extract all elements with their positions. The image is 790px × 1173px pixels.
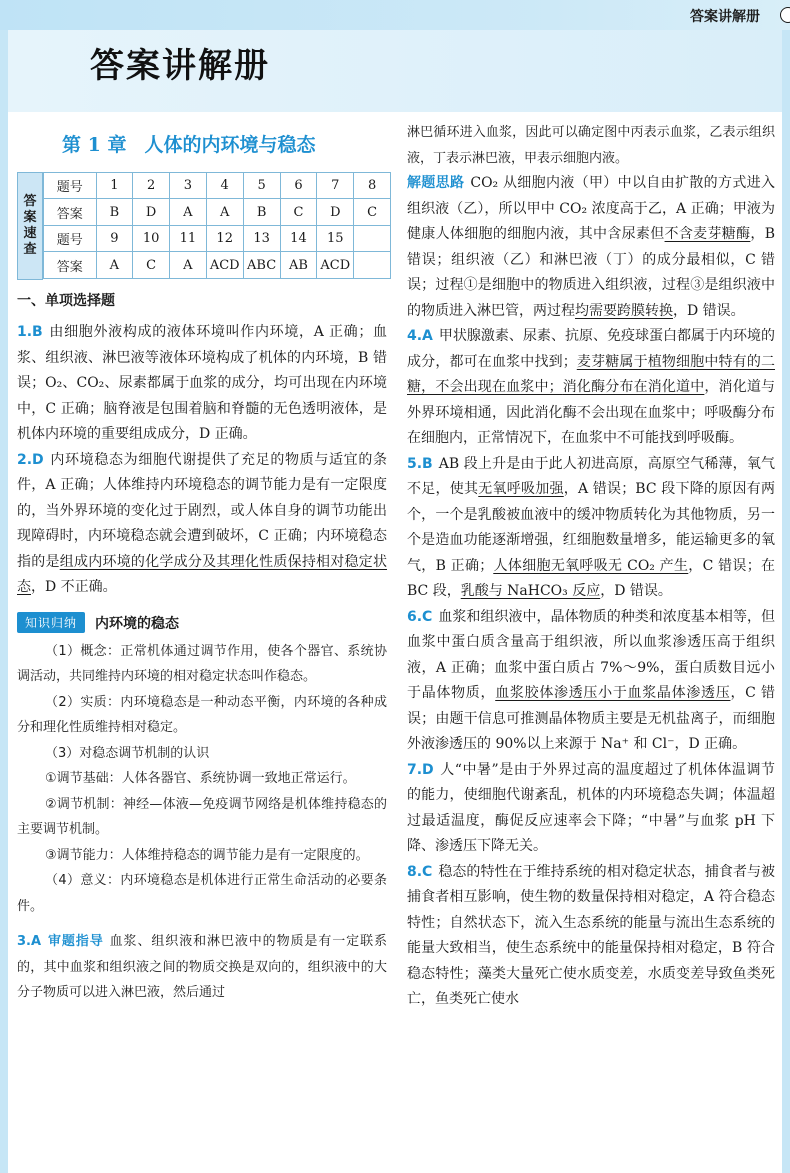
underlined-text: 消化酶分布在消化道中 (562, 379, 705, 395)
explanation-text: 甲状腺激素、尿素、抗原、免疫球蛋白都属于内环境的成分，都可在血浆中找到； (407, 328, 775, 370)
cell: 3 (169, 173, 206, 199)
side-char: 查 (23, 242, 37, 257)
chapter-number: 第 1 章 (62, 134, 127, 156)
chapter-heading (62, 130, 315, 157)
answer-explanation-3-continued (407, 120, 775, 171)
cell: ABC (243, 252, 280, 279)
left-margin-strip (0, 30, 8, 1173)
side-char: 答 (23, 194, 37, 209)
book-section-label: 答案讲解册 (690, 9, 760, 25)
cell: 2 (133, 173, 170, 199)
explanation-text: ，B 错误；组织液（乙）和淋巴液（丁）的成分最相似，C 错误；过程①是细胞中的物质进入组织液，过程③是组织液中的物质进入淋巴管，两过程 (407, 226, 776, 319)
underlined-text: 无氧呼吸加强 (478, 481, 564, 497)
answer-row (44, 252, 391, 279)
question-number: 7.D (407, 761, 434, 778)
answer-explanation-6 (407, 605, 775, 758)
question-row (44, 173, 391, 199)
answer-explanation-7 (407, 758, 775, 860)
solution-approach-3 (407, 171, 775, 324)
cell: 9 (96, 226, 133, 252)
cell (354, 252, 391, 279)
explanation-text: CO₂ 从细胞内液（甲）中以自由扩散的方式进入组织液（乙），所以甲中 CO₂ 浓度高于乙，A 正确；甲液为健康人体细胞的细胞内液，其中含尿素但 (407, 175, 775, 242)
knowledge-summary-header (17, 611, 387, 635)
underlined-text: 均需要跨膜转换 (575, 302, 673, 319)
question-number: 1.B (17, 324, 43, 340)
question-number: 8.C (407, 863, 433, 880)
question-row (44, 226, 391, 252)
knowledge-item: ③调节能力：人体维持稳态的调节能力是有一定限度的。 (45, 847, 369, 863)
cell: B (96, 199, 133, 226)
question-number: 2.D (17, 451, 44, 468)
cell: 1 (96, 173, 133, 199)
answer-explanation-3 (17, 929, 387, 1006)
answer-side-label (17, 172, 43, 280)
cell: A (169, 252, 206, 279)
cell: A (96, 252, 133, 279)
cell: 13 (243, 226, 280, 252)
knowledge-item: ①调节基础：人体各器官、系统协调一致地正常运行。 (45, 771, 356, 786)
side-char: 案 (23, 210, 37, 225)
explanation-text: 淋巴循环进入血浆，因此可以确定图中丙表示血浆，乙表示组织液，丁表示淋巴液，甲表示细胞内液。 (407, 125, 775, 166)
chapter-name: 人体的内环境与稳态 (144, 134, 316, 156)
cell: A (206, 199, 243, 226)
answer-row (44, 199, 391, 226)
cell: D (133, 199, 170, 226)
underlined-text: 麦芽糖属于植物细胞中特有的二糖，不会出现在血浆中； (407, 353, 776, 395)
question-number: 6.C (407, 608, 433, 625)
top-header-bar (0, 0, 790, 30)
left-column (17, 290, 387, 1006)
solution-approach-tag: 解题思路 (407, 175, 465, 191)
knowledge-item: （4）意义：内环境稳态是机体进行正常生命活动的必要条件。 (17, 873, 387, 914)
explanation-text: 由细胞外液构成的液体环境叫作内环境，A 正确；血浆、组织液、淋巴液等液体环境构成了机体的内环境，B 错误；O₂、CO₂、尿素都属于血浆的成分，均可出现在内环境中，C 正确；脑脊液是包围着脑和脊髓的无色透明液体，是机体内环境的重要组成成分，D 正确。 (17, 324, 387, 442)
page-corner-mark (780, 7, 790, 23)
explanation-text: 血浆和组织液中，晶体物质的种类和浓度基本相等，但血浆中蛋白质含量高于组织液，所以血浆渗透压高于组织液，A 正确；血浆中蛋白质占 7%～9%，蛋白质数目远小于晶体物质， (407, 608, 775, 701)
cell: A (169, 199, 206, 226)
cell: C (280, 199, 317, 226)
knowledge-tag: 知识归纳 (17, 612, 85, 633)
knowledge-item: （3）对稳态调节机制的认识 (45, 745, 210, 761)
explanation-text: ，D 不正确。 (31, 579, 117, 595)
cell (354, 226, 391, 252)
cell: B (243, 199, 280, 226)
explanation-text: 血浆、组织液和淋巴液中的物质是有一定联系的，其中血浆和组织液之间的物质交换是双向的，组织液中的大分子物质可以进入淋巴液，然后通过 (17, 934, 387, 1000)
question-number: 4.A (407, 328, 433, 344)
knowledge-item: ②调节机制：神经—体液—免疫调节网络是机体维持稳态的主要调节机制。 (17, 796, 387, 837)
explanation-text: ，A 错误；BC 段下降的原因有两个，一个是乳酸被血液中的缓冲物质转化为其他物质，另一个是造血功能逐渐增强，红细胞数量增多，能运输更多的氧气，B 正确； (407, 481, 776, 574)
explanation-text: AB 段上升是由于此人初进高原，高原空气稀薄，氧气不足，使其 (407, 455, 775, 497)
cell: 8 (354, 173, 391, 199)
knowledge-summary-body (17, 639, 387, 920)
row-header: 答案 (44, 252, 97, 279)
answer-explanation-2 (17, 448, 387, 601)
cell: 11 (169, 226, 206, 252)
row-header: 题号 (44, 226, 97, 252)
underlined-text: 不含麦芽糖酶 (664, 226, 751, 242)
cell: 15 (317, 226, 354, 252)
cell: C (133, 252, 170, 279)
row-header: 答案 (44, 199, 97, 226)
answer-explanation-4 (407, 324, 775, 452)
explanation-text: ，D 错误。 (673, 302, 745, 319)
explanation-text: ，C 错误；由题干信息可推测晶体物质主要是无机盐离子，而细胞外液渗透压的 90%以上来源于 Na⁺ 和 Cl⁻，D 正确。 (407, 685, 776, 752)
knowledge-item: （2）实质：内环境稳态是一种动态平衡，内环境的各种成分和理化性质维持相对稳定。 (17, 694, 387, 735)
question-number: 3.A (17, 934, 42, 949)
cell: 6 (280, 173, 317, 199)
explanation-text: 稳态的特性在于维持系统的相对稳定状态，捕食者与被捕食者相互影响，使生物的数量保持相对稳定，A 符合稳态特性；自然状态下，流入生态系统的能量与流出生态系统的能量大致相当，使生态系统中的能量保持相对稳定，B 符合稳态特性；藻类大量死亡使水质变差，水质变差导致鱼类死亡，鱼类死亡使水 (407, 863, 775, 1007)
cell: C (354, 199, 391, 226)
cell: 10 (133, 226, 170, 252)
right-margin-strip (782, 30, 790, 1173)
explanation-text: 人“中暑”是由于外界过高的温度超过了机体体温调节的能力，使细胞代谢紊乱，机体的内环境稳态失调；体温超过最适温度，酶促反应速率会下降；“中暑”与血浆 pH 下降、渗透压下降无关。 (407, 761, 775, 854)
cell: D (317, 199, 354, 226)
cell: AB (280, 252, 317, 279)
underlined-text: 人体细胞无氧呼吸无 CO₂ 产生 (493, 557, 689, 574)
page-title: 答案讲解册 (90, 46, 270, 86)
cell: 14 (280, 226, 317, 252)
cell: ACD (206, 252, 243, 279)
cell: ACD (317, 252, 354, 279)
cell: 12 (206, 226, 243, 252)
row-header: 题号 (44, 173, 97, 199)
answer-explanation-5 (407, 452, 775, 605)
underlined-text: 组成内环境的化学成分及其理化性质保持相对稳定状态 (17, 553, 388, 595)
knowledge-title: 内环境的稳态 (95, 615, 180, 632)
question-number: 5.B (407, 455, 433, 472)
cell: 4 (206, 173, 243, 199)
side-char: 速 (23, 226, 37, 241)
knowledge-item: （1）概念：正常机体通过调节作用，使各个器官、系统协调活动，共同维持内环境的相对稳定状态叫作稳态。 (17, 643, 387, 684)
answer-explanation-8 (407, 860, 775, 1013)
answer-explanation-1 (17, 320, 387, 448)
underlined-text: 乳酸与 NaHCO₃ 反应 (460, 583, 601, 599)
answer-table (43, 172, 391, 279)
explanation-text: ，消化道与外界环境相通，因此消化酶不会出现在血浆中；呼吸酶分布在细胞内，正常情况下，在血浆中不可能找到呼吸酶。 (407, 379, 776, 446)
answer-quick-check (17, 172, 391, 280)
explanation-text: ，D 错误。 (600, 583, 672, 599)
cell: 5 (243, 173, 280, 199)
cell: 7 (317, 173, 354, 199)
right-column (407, 120, 775, 1013)
explanation-text: ，C 错误；在 BC 段， (407, 557, 775, 599)
section-heading: 一、单项选择题 (17, 293, 115, 309)
underlined-text: 血浆胶体渗透压小于血浆晶体渗透压 (495, 685, 731, 701)
exam-guide-tag: 审题指导 (47, 934, 104, 949)
explanation-text: 内环境稳态为细胞代谢提供了充足的物质与适宜的条件，A 正确；人体维持内环境稳态的调节能力是有一定限度的，当外界环境的变化过于剧烈，或人体自身的调节功能出现障碍时，内环境稳态就会遭到破坏，C 正确；内环境稳态指的是 (17, 451, 387, 570)
